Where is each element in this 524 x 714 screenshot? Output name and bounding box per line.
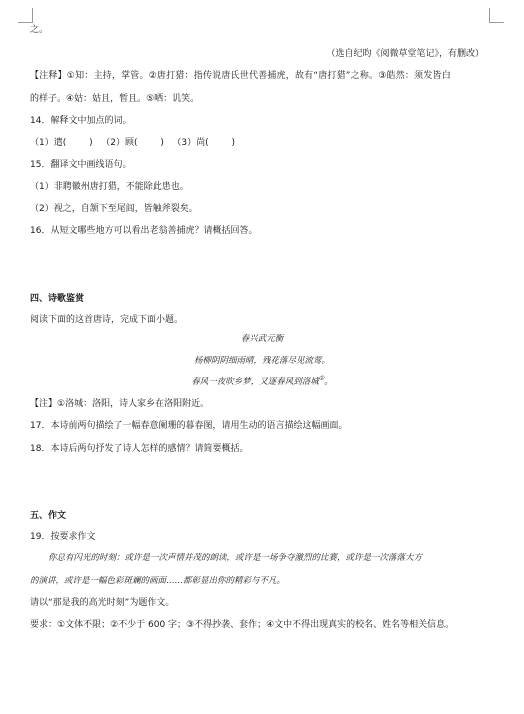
composition-title-instruction: 请以“那是我的高光时刻”为题作文。 — [30, 598, 175, 608]
page-corner-mark-top-right — [489, 8, 504, 23]
poem-footnote: 【注】①洛城：洛阳，诗人家乡在洛阳附近。 — [30, 399, 210, 409]
question-14-blanks: （1）遣( ) （2）顾( ) （3）尚( ) — [30, 138, 236, 148]
question-15-item: （1）非聘徽州唐打猎，不能除此患也。 — [30, 182, 189, 192]
question-14: 14．解释文中加点的词。 — [30, 116, 132, 126]
annotation-line: 的样子。④姑：姑且，暂且。⑤哂：讥笑。 — [30, 94, 200, 104]
composition-requirements: 要求：①文体不限；②不少于 600 字；③不得抄袭、套作；④文中不得出现真实的校名、姓名等相关信息。 — [30, 620, 455, 630]
poem-line: 春风一夜吹乡梦，又逐春风到洛城①。 — [191, 375, 333, 387]
question-15-item: （2）视之，自颔下至尾闾，皆触斧裂矣。 — [30, 204, 198, 214]
page-corner-mark-top-left — [18, 8, 33, 23]
poem-title: 春兴武元衡 — [240, 334, 284, 344]
instruction-line: 阅读下面的这首唐诗，完成下面小题。 — [30, 315, 184, 325]
question-16: 16．从短文哪些地方可以看出老翁善捕虎？请概括回答。 — [30, 226, 258, 236]
question-15: 15．翻译文中画线语句。 — [30, 160, 132, 170]
poem-line: 杨柳阴阴细雨晴，残花落尽见流莺。 — [193, 356, 330, 366]
composition-prompt: 你总有闪光的时刻：或许是一次声情并茂的朗读，或许是一场争夺激烈的比赛，或许是一次落落大方 — [48, 553, 423, 563]
composition-prompt: 的演讲，或许是一幅色彩斑斓的画面……都彰显出你的精彩与不凡。 — [30, 576, 286, 586]
question-18: 18．本诗后两句抒发了诗人怎样的感情？请简要概括。 — [30, 444, 249, 454]
source-citation: （选自纪昀《阅微草堂笔记》，有删改） — [326, 49, 484, 59]
annotation-line: 【注释】①知：主持，掌管。②唐打猎：指传说唐氏世代善捕虎，故有“唐打猎”之称。③皓然：须发皆白 — [30, 71, 451, 81]
question-19: 19．按要求作文 — [30, 532, 96, 542]
section-heading-poetry: 四、诗歌鉴赏 — [30, 294, 85, 304]
question-17: 17．本诗前两句描绘了一幅春意阑珊的暮春图，请用生动的语言描绘这幅画面。 — [30, 421, 348, 431]
footnote-marker: ① — [318, 375, 325, 383]
section-heading-composition: 五、作文 — [30, 511, 67, 521]
text-line: 之。 — [30, 25, 49, 35]
